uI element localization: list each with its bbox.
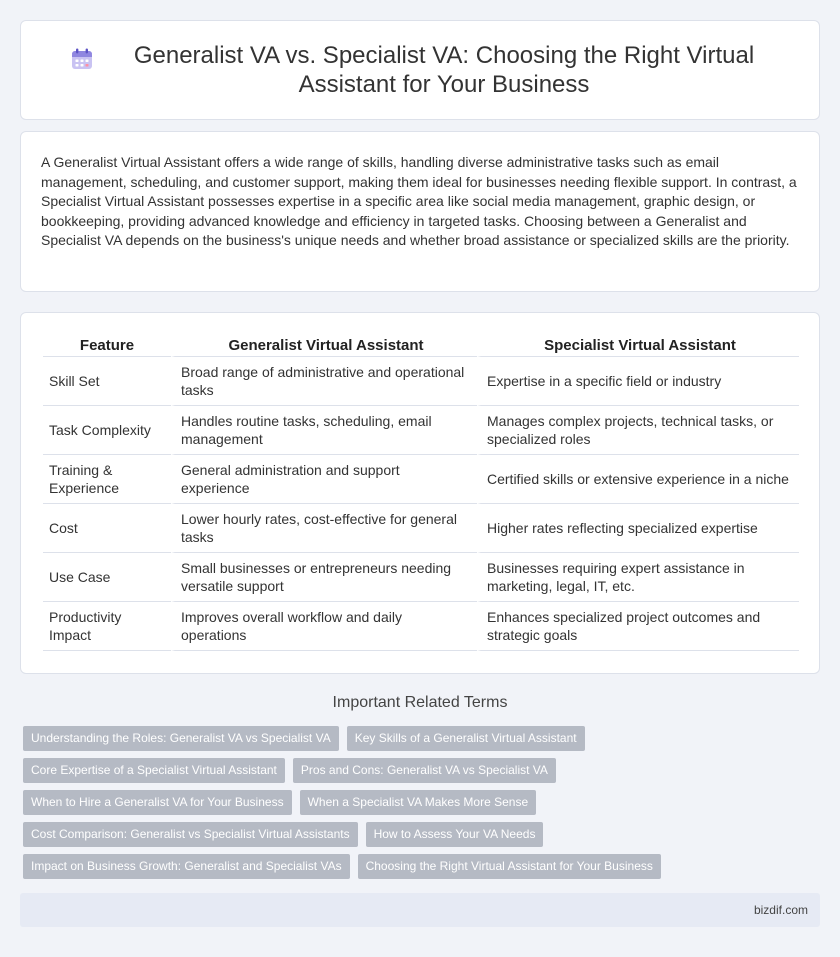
tag-row <box>23 822 823 847</box>
feature-cell: Cost <box>43 504 171 553</box>
table-row <box>43 455 799 504</box>
related-term-link[interactable]: Understanding the Roles: Generalist VA vs Specialist VA <box>23 726 339 751</box>
related-term-link[interactable]: Choosing the Right Virtual Assistant for Your Business <box>358 854 661 879</box>
specialist-cell: Manages complex projects, technical tasks, or specialized roles <box>477 406 799 455</box>
tag-row <box>23 726 823 751</box>
specialist-cell: Businesses requiring expert assistance in marketing, legal, IT, etc. <box>477 553 799 602</box>
table-row <box>43 602 799 651</box>
related-term-link[interactable]: When a Specialist VA Makes More Sense <box>300 790 537 815</box>
related-terms-tags <box>23 726 823 886</box>
tag-row <box>23 790 823 815</box>
table-row <box>43 553 799 602</box>
generalist-cell: Lower hourly rates, cost-effective for general tasks <box>171 504 477 553</box>
calendar-icon <box>70 47 94 71</box>
generalist-cell: General administration and support experience <box>171 455 477 504</box>
specialist-cell: Certified skills or extensive experience in a niche <box>477 455 799 504</box>
related-term-link[interactable]: Core Expertise of a Specialist Virtual Assistant <box>23 758 285 783</box>
page-title: Generalist VA vs. Specialist VA: Choosing the Right Virtual Assistant for Your Business <box>133 42 755 98</box>
related-term-link[interactable]: Cost Comparison: Generalist vs Specialist Virtual Assistants <box>23 822 358 847</box>
related-term-link[interactable]: Impact on Business Growth: Generalist and Specialist VAs <box>23 854 350 879</box>
header-specialist: Specialist Virtual Assistant <box>477 333 799 357</box>
comparison-table-card <box>20 312 820 674</box>
intro-card <box>20 131 820 292</box>
title-row <box>70 41 770 99</box>
generalist-cell: Handles routine tasks, scheduling, email management <box>171 406 477 455</box>
generalist-cell: Small businesses or entrepreneurs needing versatile support <box>171 553 477 602</box>
related-terms-heading: Important Related Terms <box>332 694 508 711</box>
footer <box>20 893 820 927</box>
site-link[interactable]: bizdif.com <box>753 903 808 917</box>
header-generalist: Generalist Virtual Assistant <box>171 333 477 357</box>
table-header-row <box>43 333 799 357</box>
table-row <box>43 504 799 553</box>
table-row <box>43 406 799 455</box>
feature-cell: Use Case <box>43 553 171 602</box>
related-term-link[interactable]: How to Assess Your VA Needs <box>366 822 544 847</box>
related-term-link[interactable]: When to Hire a Generalist VA for Your Business <box>23 790 292 815</box>
feature-cell: Training & Experience <box>43 455 171 504</box>
related-term-link[interactable]: Key Skills of a Generalist Virtual Assistant <box>347 726 585 751</box>
feature-cell: Task Complexity <box>43 406 171 455</box>
specialist-cell: Expertise in a specific field or industry <box>477 357 799 406</box>
specialist-cell: Higher rates reflecting specialized expertise <box>477 504 799 553</box>
feature-cell: Skill Set <box>43 357 171 406</box>
tag-row <box>23 758 823 783</box>
generalist-cell: Broad range of administrative and operational tasks <box>171 357 477 406</box>
generalist-cell: Improves overall workflow and daily operations <box>171 602 477 651</box>
related-term-link[interactable]: Pros and Cons: Generalist VA vs Specialist VA <box>293 758 556 783</box>
feature-cell: Productivity Impact <box>43 602 171 651</box>
header-feature: Feature <box>43 333 171 357</box>
title-card <box>20 20 820 120</box>
comparison-table <box>43 333 799 651</box>
tag-row <box>23 854 823 879</box>
specialist-cell: Enhances specialized project outcomes and strategic goals <box>477 602 799 651</box>
intro-paragraph: A Generalist Virtual Assistant offers a wide range of skills, handling diverse administrative tasks such as email management, scheduling, and customer support, making them ideal for businesses needing flexible support. In contrast, a Specialist Virtual Assistant possesses expertise in a specific area like social media management, graphic design, or bookkeeping, providing advanced knowledge and efficiency in targeted tasks. Choosing between a Generalist and Specialist VA depends on the business's unique needs and whether broad assistance or specialized skills are the priority. <box>41 154 797 249</box>
table-row <box>43 357 799 406</box>
